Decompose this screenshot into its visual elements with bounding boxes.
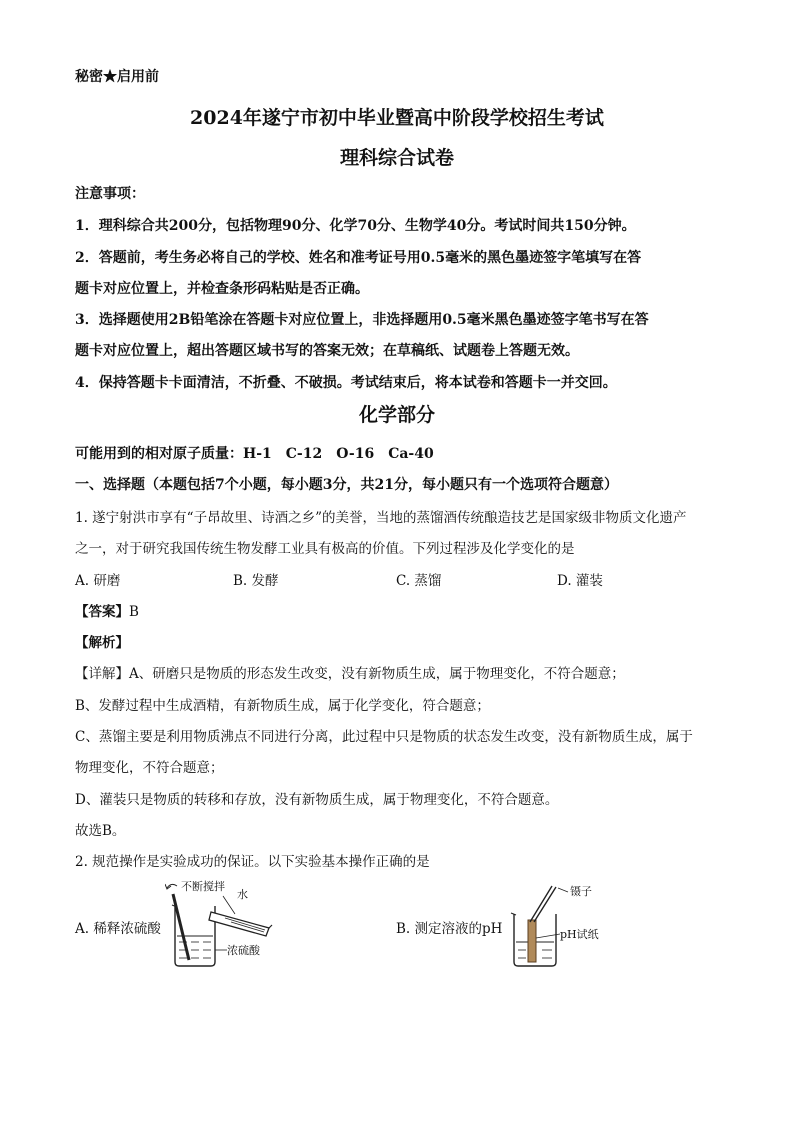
q1-analysis-tag: 【解析】	[75, 635, 129, 651]
q1-detail-line: B、发酵过程中生成酒精，有新物质生成，属于化学变化，符合题意；	[75, 698, 490, 714]
exam-subtitle: 理科综合试卷	[339, 147, 454, 169]
stir-label: 不断搅拌	[181, 880, 225, 893]
ph-paper-label: pH试纸	[560, 928, 599, 941]
q1-answer	[75, 600, 139, 620]
q2-stem: 2. 规范操作是实验成功的保证。以下实验基本操作正确的是	[75, 854, 430, 870]
q1-detail-line: 【详解】A、研磨只是物质的形态发生改变，没有新物质生成，属于物理变化，不符合题意；	[75, 666, 625, 682]
q1-detail-line: 物理变化，不符合题意；	[75, 760, 224, 776]
section-title: 化学部分	[358, 404, 435, 426]
notice-item: 2．答题前，考生务必将自己的学校、姓名和准考证号用0.5毫米的黑色墨迹签字笔填写在答	[75, 250, 642, 266]
notice-item: 题卡对应位置上，超出答题区域书写的答案无效；在草稿纸、试题卷上答题无效。	[75, 343, 579, 359]
atomic-mass-line: 可能用到的相对原子质量：H-1 C-12 O-16 Ca-40	[75, 446, 434, 462]
notice-item: 1．理科综合共200分，包括物理90分、化学70分、生物学40分。考试时间共150分钟。	[75, 218, 636, 234]
notice-item: 4．保持答题卡卡面清洁，不折叠、不破损。考试结束后，将本试卷和答题卡一并交回。	[75, 375, 617, 391]
q1-stem-line: 之一，对于研究我国传统生物发酵工业具有极高的价值。下列过程涉及化学变化的是	[75, 541, 575, 557]
q1-option-c: C. 蒸馏	[396, 573, 442, 589]
answer-value: B	[129, 604, 139, 620]
figure-ph-test	[508, 878, 618, 970]
q1-option-b: B. 发酵	[233, 573, 279, 589]
q1-detail-line: D、灌装只是物质的转移和存放，没有新物质生成，属于物理变化，不符合题意。	[75, 792, 559, 808]
q1-option-d: D. 灌装	[557, 573, 603, 589]
notice-heading: 注意事项：	[75, 186, 145, 202]
notice-item: 3．选择题使用2B铅笔涂在答题卡对应位置上，非选择题用0.5毫米黑色墨迹签字笔书写在答	[75, 312, 649, 328]
notice-item: 题卡对应位置上，并检查条形码粘贴是否正确。	[75, 281, 369, 297]
q1-stem-line: 1. 遂宁射洪市享有“子昂故里、诗酒之乡”的美誉，当地的蒸馏酒传统酿造技艺是国家级非物质文化遗产	[75, 510, 687, 526]
exam-title: 2024年遂宁市初中毕业暨高中阶段学校招生考试	[190, 107, 604, 129]
q2-option-b: B. 测定溶液的pH	[396, 921, 503, 937]
q1-option-a: A. 研磨	[75, 573, 121, 589]
secret-label: 秘密★启用前	[75, 69, 159, 85]
part-heading: 一、选择题（本题包括7个小题，每小题3分，共21分，每小题只有一个选项符合题意）	[75, 477, 618, 493]
acid-label: 浓硫酸	[227, 944, 260, 957]
tweezers-label: 镊子	[570, 885, 592, 898]
water-label: 水	[237, 888, 248, 901]
q1-detail-line: 故选B。	[75, 823, 126, 839]
figure-dilute-acid	[165, 878, 285, 970]
q2-option-a: A. 稀释浓硫酸	[75, 921, 161, 937]
answer-tag: 【答案】	[75, 604, 129, 620]
q1-detail-line: C、蒸馏主要是利用物质沸点不同进行分离，此过程中只是物质的状态发生改变，没有新物质生成，属于	[75, 729, 693, 745]
